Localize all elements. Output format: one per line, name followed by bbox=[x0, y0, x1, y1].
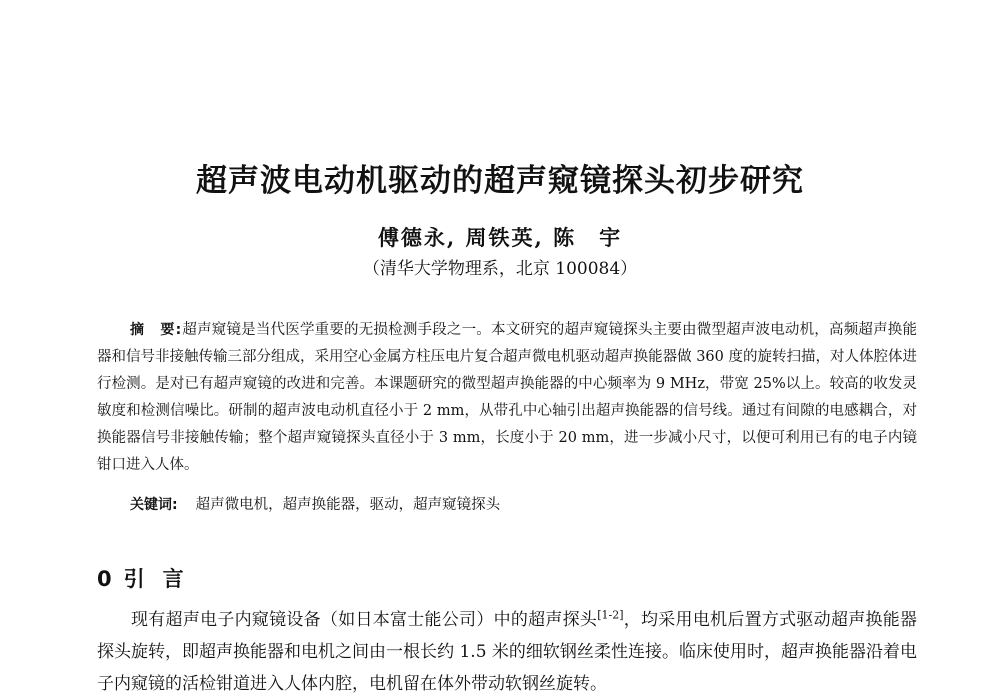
abstract bbox=[97, 317, 917, 479]
section-heading bbox=[97, 563, 202, 593]
body-text-part1: 现有超声电子内窥镜设备（如日本富士能公司）中的超声探头 bbox=[131, 610, 598, 630]
body-text-part2: ，均采用电机后置方式驱动超声换能器探头旋转，即超声换能器和电机之间由一根长约 1.5 米的细软钢丝柔性连接。临床使用时，超声换能器沿着电子内窥镜的活检钳道进入人体内腔，电机留在体外带动软钢丝旋转。 bbox=[97, 610, 918, 694]
author-list: 傅德永, 周铁英, 陈 宇 bbox=[377, 225, 623, 250]
section-title: 引言 bbox=[123, 567, 202, 591]
abstract-label: 摘 要: bbox=[130, 322, 183, 338]
citation: [1-2] bbox=[597, 608, 624, 622]
affiliation: （清华大学物理系，北京 100084） bbox=[362, 259, 638, 279]
abstract-paragraph bbox=[97, 317, 917, 479]
section-number: 0 bbox=[97, 567, 112, 591]
abstract-text: 超声窥镜是当代医学重要的无损检测手段之一。本文研究的超声窥镜探头主要由微型超声波电动机，高频超声换能器和信号非接触传输三部分组成，采用空心金属方柱压电片复合超声微电机驱动超声换能器做 360 度的旋转扫描，对人体腔体进行检测。是对已有超声窥镜的改进和完善。本课题研究的微型超声换能器的中心频率为 9 MHz，带宽 25%以上。较高的收发灵敏度和检测信噪比。研制的超声波电动机直径小于 2 mm，从带孔中心轴引出超声换能器的信号线。通过有间隙的电感耦合，对换能器信号非接触传输；整个超声窥镜探头直径小于 3 mm，长度小于 20 mm，进一步减小尺寸，以便可利用已有的电子内镜钳口进入人体。 bbox=[97, 322, 917, 473]
paper-title: 超声波电动机驱动的超声窥镜探头初步研究 bbox=[196, 163, 804, 199]
body-paragraph bbox=[97, 604, 917, 700]
keywords-label: 关键词: bbox=[130, 497, 178, 513]
keywords bbox=[130, 493, 500, 514]
keywords-text: 超声微电机，超声换能器，驱动，超声窥镜探头 bbox=[195, 497, 501, 513]
